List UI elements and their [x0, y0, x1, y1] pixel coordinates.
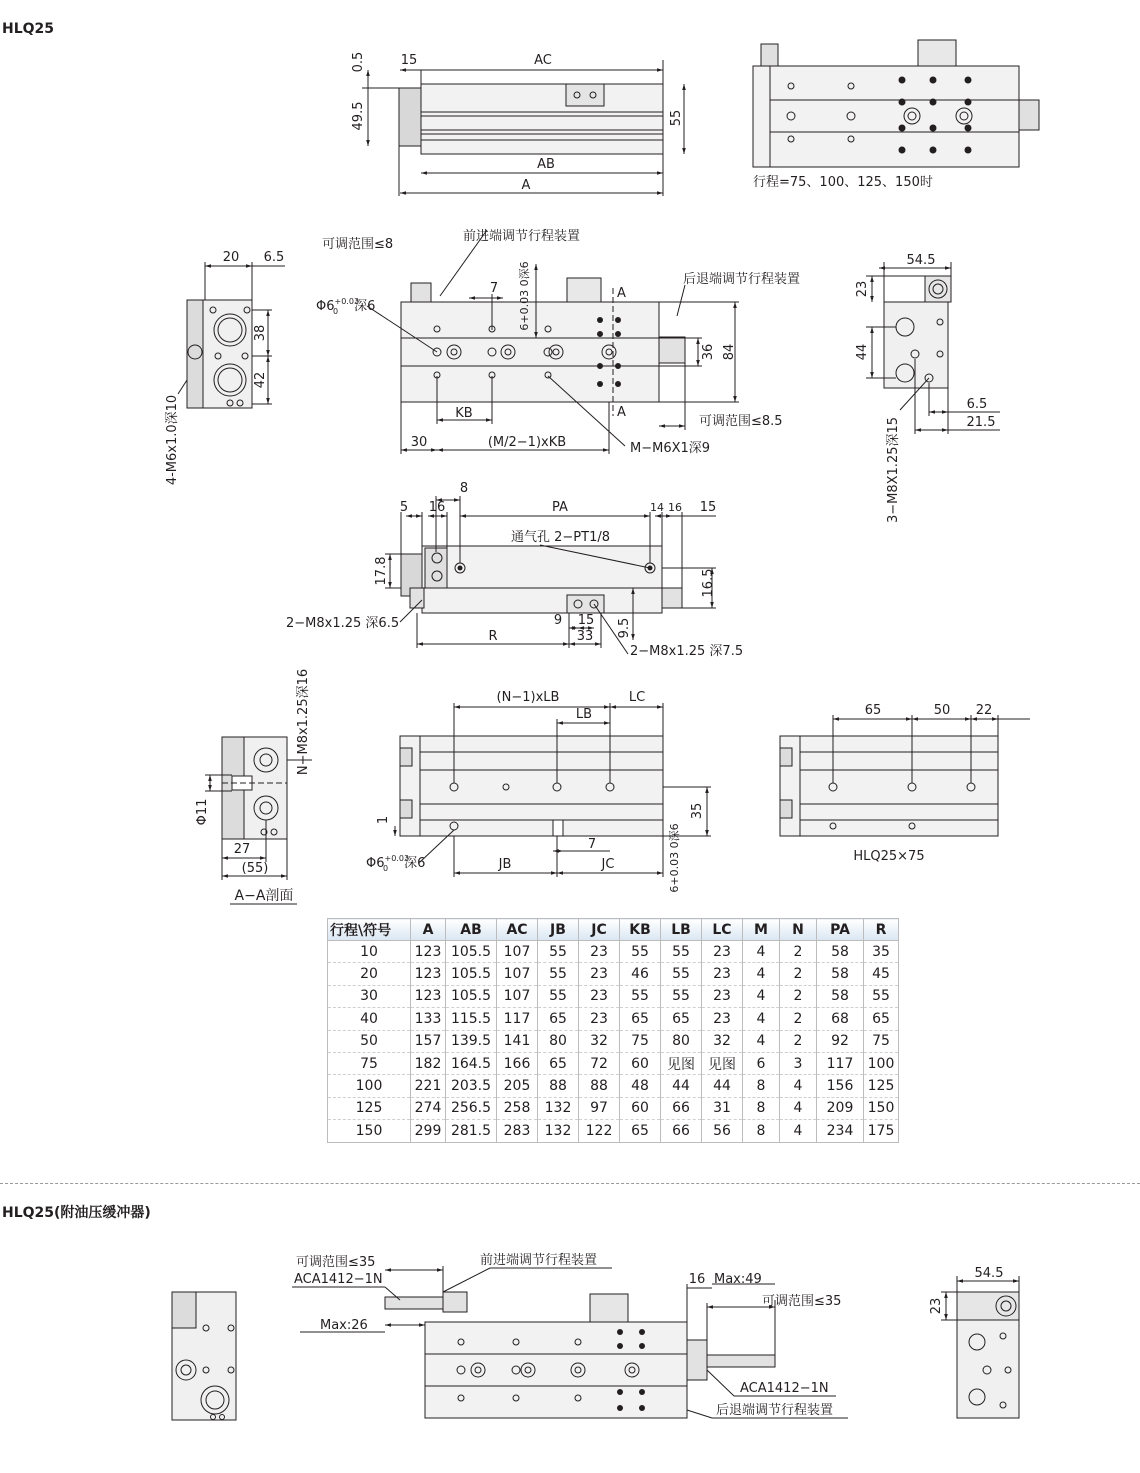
label-oil-d545: 54.5: [974, 1266, 1004, 1281]
label-d545: 54.5: [906, 253, 936, 268]
table-cell: 55: [538, 941, 579, 963]
table-cell: 23: [579, 963, 620, 985]
label-ab: AB: [537, 157, 555, 172]
label-d1: 1: [376, 815, 391, 825]
table-cell: 3: [780, 1052, 817, 1074]
table-cell: 92: [817, 1030, 864, 1052]
table-header-cell: LC: [702, 919, 743, 941]
section-title-hlq25-oil: HLQ25(附油压缓冲器): [2, 1205, 151, 1221]
table-header-cell: JC: [579, 919, 620, 941]
table-cell: 80: [661, 1030, 702, 1052]
table-cell: 65: [620, 1120, 661, 1142]
table-cell: 20: [328, 963, 411, 985]
table-cell: 80: [538, 1030, 579, 1052]
table-cell: 256.5: [446, 1097, 497, 1119]
label-d35: 35: [690, 802, 705, 820]
table-cell: 122: [579, 1120, 620, 1142]
table-cell: 44: [661, 1075, 702, 1097]
table-cell: 115.5: [446, 1008, 497, 1030]
table-cell: 48: [620, 1075, 661, 1097]
label-d42: 42: [253, 371, 268, 389]
table-header-cell: M: [743, 919, 780, 941]
label-d38: 38: [253, 324, 268, 342]
table-header-cell: N: [780, 919, 817, 941]
table-cell: 4: [743, 963, 780, 985]
label-front-stop: 前进端调节行程装置: [463, 229, 581, 244]
table-cell: 132: [538, 1120, 579, 1142]
table-cell: 117: [817, 1052, 864, 1074]
table-cell: 209: [817, 1097, 864, 1119]
caption-hlq25x75: HLQ25×75: [853, 849, 925, 864]
table-header-cell: KB: [620, 919, 661, 941]
table-row: [328, 1052, 899, 1074]
table-cell: 75: [864, 1030, 899, 1052]
label-d84: 84: [722, 343, 737, 361]
table-cell: 35: [864, 941, 899, 963]
table-cell: 123: [411, 941, 446, 963]
label-d5: 5: [399, 500, 409, 515]
table-cell: 55: [620, 985, 661, 1007]
table-cell: 2: [780, 1030, 817, 1052]
table-header-cell: AC: [497, 919, 538, 941]
label-d27: 27: [233, 842, 251, 857]
table-cell: 175: [864, 1120, 899, 1142]
label-r: R: [488, 629, 498, 644]
table-cell: 23: [702, 941, 743, 963]
table-cell: 100: [864, 1052, 899, 1074]
table-header-cell: R: [864, 919, 899, 941]
label-d22: 22: [975, 703, 993, 718]
label-jb: JB: [498, 857, 512, 872]
table-row: [328, 1030, 899, 1052]
label-oil-range-2: 可调范围≤35: [762, 1294, 842, 1309]
table-header-cell: PA: [817, 919, 864, 941]
table-cell: 4: [743, 941, 780, 963]
table-cell: 60: [620, 1052, 661, 1074]
table-cell: 2: [780, 985, 817, 1007]
label-d50: 50: [933, 703, 951, 718]
table-row: [328, 1008, 899, 1030]
table-cell: 31: [702, 1097, 743, 1119]
label-thread-1: 2−M8x1.25 深6.5: [286, 616, 400, 631]
table-cell: 55: [538, 963, 579, 985]
table-cell: 55: [661, 941, 702, 963]
label-d55: 55: [669, 109, 684, 127]
label-d7b: 7: [587, 837, 597, 852]
table-cell: 2: [780, 941, 817, 963]
top-right-plan-view: [753, 40, 1039, 167]
dimension-table: [327, 918, 899, 1143]
label-oil-aca-2: ACA1412−1N: [740, 1381, 829, 1396]
mid-left-end-view: [178, 262, 285, 408]
table-cell: 157: [411, 1030, 446, 1052]
table-header-cell: LB: [661, 919, 702, 941]
table-cell: 46: [620, 963, 661, 985]
table-cell: 299: [411, 1120, 446, 1142]
label-mkb: (M/2−1)xKB: [487, 435, 567, 450]
label-range-rear: 可调范围≤8.5: [699, 414, 783, 429]
label-jc: JC: [601, 857, 615, 872]
table-cell: 30: [328, 985, 411, 1007]
label-d15b: 15: [577, 613, 595, 628]
label-oil-front-stop: 前进端调节行程装置: [480, 1253, 598, 1268]
table-cell: 150: [328, 1120, 411, 1142]
table-cell: 4: [780, 1120, 817, 1142]
label-d6-tol: 6+0.03 0深6: [518, 261, 531, 331]
table-row: [328, 1120, 899, 1142]
label-oil-d23: 23: [929, 1297, 944, 1315]
table-cell: 65: [620, 1008, 661, 1030]
label-oil-range-1: 可调范围≤35: [296, 1255, 376, 1270]
table-cell: 133: [411, 1008, 446, 1030]
table-cell: 75: [620, 1030, 661, 1052]
label-range-front: 可调范围≤8: [322, 237, 394, 252]
table-cell: 见图: [661, 1052, 702, 1074]
label-d65-left: 6.5: [263, 250, 285, 265]
table-cell: 281.5: [446, 1120, 497, 1142]
table-cell: 23: [579, 1008, 620, 1030]
table-cell: 68: [817, 1008, 864, 1030]
table-cell: 40: [328, 1008, 411, 1030]
table-body: [328, 941, 899, 1143]
bottom-right-view: [780, 715, 1030, 836]
table-cell: 56: [702, 1120, 743, 1142]
label-lc: LC: [628, 690, 646, 705]
table-cell: 65: [538, 1052, 579, 1074]
label-d16b: 16: [668, 501, 682, 514]
table-cell: 65: [538, 1008, 579, 1030]
table-cell: 23: [579, 985, 620, 1007]
table-cell: 4: [743, 985, 780, 1007]
table-cell: 2: [780, 1008, 817, 1030]
table-cell: 58: [817, 941, 864, 963]
table-row: [328, 1097, 899, 1119]
table-cell: 105.5: [446, 985, 497, 1007]
table-row: [328, 941, 899, 963]
table-cell: 23: [579, 941, 620, 963]
label-kb: KB: [455, 406, 473, 421]
caption-section-aa: A−A剖面: [234, 888, 294, 904]
table-cell: 4: [780, 1075, 817, 1097]
table-header-row: [328, 919, 899, 941]
label-phi6b: $\Phi 6^{+0.03}$ 0 深6: [366, 854, 426, 873]
table-cell: 205: [497, 1075, 538, 1097]
table-cell: 88: [579, 1075, 620, 1097]
table-cell: 72: [579, 1052, 620, 1074]
table-cell: 4: [743, 1008, 780, 1030]
table-cell: 66: [661, 1120, 702, 1142]
table-header-cell: JB: [538, 919, 579, 941]
label-d215: 21.5: [966, 415, 996, 430]
table-cell: 见图: [702, 1052, 743, 1074]
label-oil-d16: 16: [688, 1272, 706, 1287]
table-header-cell: A: [411, 919, 446, 941]
table-cell: 65: [864, 1008, 899, 1030]
table-cell: 75: [328, 1052, 411, 1074]
table-cell: 125: [328, 1097, 411, 1119]
label-d33: 33: [576, 629, 594, 644]
label-m-thread: M−M6X1深9: [630, 441, 711, 456]
table-cell: 123: [411, 985, 446, 1007]
table-cell: 164.5: [446, 1052, 497, 1074]
label-d178: 17.8: [374, 556, 389, 586]
table-cell: 203.5: [446, 1075, 497, 1097]
top-side-view: [362, 60, 684, 196]
table-cell: 65: [661, 1008, 702, 1030]
table-cell: 105.5: [446, 941, 497, 963]
label-d6-tol-b: 6+0.03 0深6: [668, 823, 681, 893]
table-cell: 8: [743, 1097, 780, 1119]
label-d95: 9.5: [617, 617, 632, 639]
table-cell: 44: [702, 1075, 743, 1097]
label-d16: 16: [428, 500, 446, 515]
label-oil-max49: Max:49: [714, 1272, 762, 1287]
label-pa: PA: [552, 500, 568, 515]
label-section-a2: A: [617, 405, 626, 420]
table-cell: 32: [579, 1030, 620, 1052]
table-row: [328, 1075, 899, 1097]
bottom-side-view: [385, 496, 716, 654]
bottom-center-view: [395, 703, 711, 877]
table-cell: 23: [702, 1008, 743, 1030]
table-cell: 100: [328, 1075, 411, 1097]
table-cell: 141: [497, 1030, 538, 1052]
label-a: A: [521, 178, 531, 193]
label-lb: LB: [575, 707, 593, 722]
label-section-a1: A: [617, 286, 626, 301]
table-cell: 32: [702, 1030, 743, 1052]
table-cell: 60: [620, 1097, 661, 1119]
label-phi6: $\Phi 6^{+0.03}$ 0 深6: [316, 297, 376, 316]
table-cell: 88: [538, 1075, 579, 1097]
table-cell: 55: [661, 963, 702, 985]
table-cell: 55: [661, 985, 702, 1007]
label-d44: 44: [855, 343, 870, 361]
label-d55-paren: (55): [241, 861, 269, 876]
label-d05: 0.5: [351, 51, 366, 73]
table-cell: 221: [411, 1075, 446, 1097]
table-cell: 23: [702, 963, 743, 985]
table-cell: 6: [743, 1052, 780, 1074]
label-thread-2: 2−M8x1.25 深7.5: [630, 644, 744, 659]
table-cell: 107: [497, 963, 538, 985]
table-cell: 55: [538, 985, 579, 1007]
label-d30: 30: [410, 435, 428, 450]
table-cell: 234: [817, 1120, 864, 1142]
table-cell: 156: [817, 1075, 864, 1097]
table-cell: 166: [497, 1052, 538, 1074]
label-oil-max26: Max:26: [320, 1318, 368, 1333]
table-cell: 283: [497, 1120, 538, 1142]
label-vent: 通气孔 2−PT1/8: [511, 530, 610, 545]
oil-left-end-view: [172, 1292, 236, 1420]
label-d165: 16.5: [701, 568, 716, 598]
table-cell: 45: [864, 963, 899, 985]
table-cell: 58: [817, 963, 864, 985]
table-row: [328, 985, 899, 1007]
label-d8: 8: [459, 481, 469, 496]
table-header-cell: AB: [446, 919, 497, 941]
mid-center-plan-view: [367, 230, 739, 454]
label-d14: 14: [650, 501, 664, 514]
label-n-thread: N−M8x1.25深16: [296, 668, 311, 776]
table-cell: 2: [780, 963, 817, 985]
label-oil-aca-1: ACA1412−1N: [294, 1272, 383, 1287]
table-cell: 10: [328, 941, 411, 963]
label-nlb: (N−1)xLB: [496, 690, 560, 705]
table-cell: 125: [864, 1075, 899, 1097]
label-d15: 15: [400, 53, 418, 68]
table-cell: 107: [497, 985, 538, 1007]
label-d9: 9: [553, 613, 563, 628]
table-cell: 4: [743, 1030, 780, 1052]
table-cell: 8: [743, 1075, 780, 1097]
table-cell: 55: [864, 985, 899, 1007]
table-row: [328, 963, 899, 985]
label-d36: 36: [701, 343, 716, 361]
table-header-cell: 行程\符号: [328, 919, 411, 941]
label-d495: 49.5: [351, 101, 366, 131]
table-cell: 97: [579, 1097, 620, 1119]
table-cell: 150: [864, 1097, 899, 1119]
label-m6-thread: 4-M6x1.0深10: [165, 394, 180, 486]
table-cell: 182: [411, 1052, 446, 1074]
table-cell: 58: [817, 985, 864, 1007]
table-cell: 132: [538, 1097, 579, 1119]
table-cell: 4: [780, 1097, 817, 1119]
oil-right-end-view: [941, 1276, 1019, 1418]
table-cell: 123: [411, 963, 446, 985]
section-title-hlq25: HLQ25: [2, 21, 55, 37]
table-cell: 105.5: [446, 963, 497, 985]
label-oil-rear-stop: 后退端调节行程装置: [716, 1403, 834, 1418]
label-d7: 7: [489, 281, 499, 296]
label-d65b: 65: [864, 703, 882, 718]
table-cell: 274: [411, 1097, 446, 1119]
table-cell: 258: [497, 1097, 538, 1119]
label-d23: 23: [855, 280, 870, 298]
label-ac: AC: [534, 53, 552, 68]
table-cell: 139.5: [446, 1030, 497, 1052]
label-m8-thread: 3−M8X1.25深15: [886, 416, 901, 524]
label-d65-right: 6.5: [966, 397, 988, 412]
table-cell: 50: [328, 1030, 411, 1052]
table-cell: 8: [743, 1120, 780, 1142]
table-cell: 107: [497, 941, 538, 963]
table-cell: 23: [702, 985, 743, 1007]
table-cell: 66: [661, 1097, 702, 1119]
label-rear-stop: 后退端调节行程装置: [683, 272, 801, 287]
label-d15b-top: 15: [699, 500, 717, 515]
label-d20: 20: [222, 250, 240, 265]
table-cell: 117: [497, 1008, 538, 1030]
table-cell: 55: [620, 941, 661, 963]
label-phi11: Φ11: [195, 798, 210, 826]
caption-stroke-note: 行程=75、100、125、150时: [753, 175, 933, 190]
